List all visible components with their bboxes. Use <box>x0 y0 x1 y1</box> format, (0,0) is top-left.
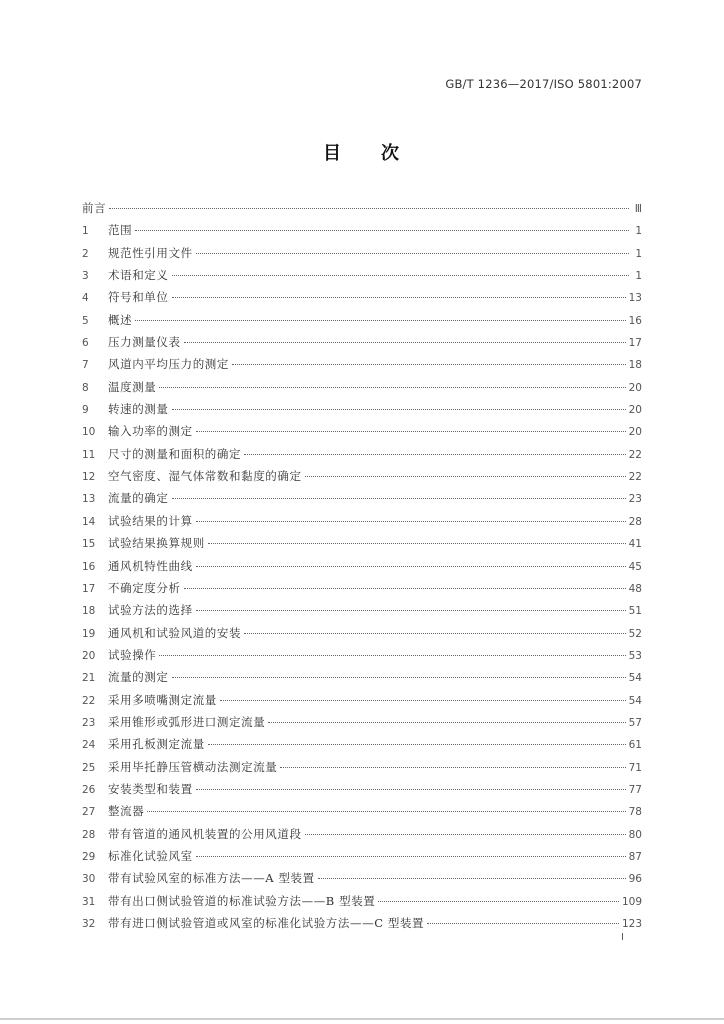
toc-entry-title: 转速的测量 <box>108 402 169 417</box>
toc-entry-number: 4 <box>82 292 89 305</box>
toc-entry-number: 28 <box>82 828 96 841</box>
dot-leader <box>208 744 626 745</box>
toc-entry[interactable] <box>82 376 642 398</box>
toc-entry-title: 试验结果换算规则 <box>108 536 205 551</box>
toc-entry-page: 109 <box>621 895 642 908</box>
toc-entry-title: 流量的测定 <box>108 670 169 685</box>
toc-entry-number: 16 <box>82 560 96 573</box>
toc-entry[interactable] <box>82 867 642 889</box>
toc-entry[interactable] <box>82 733 642 755</box>
toc-entry[interactable] <box>82 398 642 420</box>
toc-entry[interactable] <box>82 845 642 867</box>
toc-entry[interactable] <box>82 689 642 711</box>
toc-entry-page: 28 <box>628 515 642 528</box>
toc-entry-title: 温度测量 <box>108 379 157 394</box>
toc-entry-number: 23 <box>82 716 96 729</box>
toc-entry-page: 20 <box>628 404 642 417</box>
toc-entry[interactable] <box>82 666 642 688</box>
dot-leader <box>196 566 626 567</box>
toc-entry-page: 57 <box>628 716 642 729</box>
toc-entry-page: 45 <box>628 560 642 573</box>
toc-entry-number: 7 <box>82 359 89 372</box>
toc-entry-number: 30 <box>82 873 96 886</box>
toc-entry[interactable] <box>82 800 642 822</box>
toc-entry-number: 19 <box>82 627 96 640</box>
toc-entry[interactable] <box>82 622 642 644</box>
toc-entry-title: 符号和单位 <box>108 290 169 305</box>
toc-entry-number: 5 <box>82 314 89 327</box>
toc-entry[interactable] <box>82 532 642 554</box>
toc-entry-page: 54 <box>628 694 642 707</box>
toc-entry-title: 安装类型和装置 <box>108 781 193 796</box>
toc-entry-title: 前言 <box>82 201 107 215</box>
toc-entry-number: 32 <box>82 918 96 930</box>
toc-entry-title: 试验结果的计算 <box>108 513 193 528</box>
toc-entry[interactable] <box>82 912 642 934</box>
toc-entry-title: 带有进口侧试验管道或风室的标准化试验方法——C 型装置 <box>108 916 425 930</box>
toc-entry-page: 80 <box>628 828 642 841</box>
toc-entry-number: 27 <box>82 806 96 819</box>
toc-entry[interactable] <box>82 555 642 577</box>
toc-entry-page: Ⅲ <box>634 203 642 215</box>
toc-entry-number: 14 <box>82 515 96 528</box>
dot-leader <box>196 856 626 857</box>
toc-entry-title: 通风机特性曲线 <box>108 558 193 573</box>
toc-entry[interactable] <box>82 778 642 800</box>
dot-leader <box>196 521 626 522</box>
dot-leader <box>135 230 629 231</box>
dot-leader <box>159 655 625 656</box>
toc-entry-page: 16 <box>628 314 642 327</box>
dot-leader <box>232 364 626 365</box>
toc-entry[interactable] <box>82 219 642 241</box>
toc-entry[interactable] <box>82 465 642 487</box>
dot-leader <box>196 610 626 611</box>
toc-entry-title: 试验操作 <box>108 647 157 662</box>
toc-entry-number: 18 <box>82 605 96 618</box>
dot-leader <box>318 878 626 879</box>
toc-entry-page: 1 <box>635 225 642 238</box>
toc-entry-title: 流量的确定 <box>108 491 169 506</box>
dot-leader <box>159 387 625 388</box>
dot-leader <box>268 722 625 723</box>
toc-entry-title: 采用锥形或弧形进口测定流量 <box>108 714 266 729</box>
toc-entry[interactable] <box>82 510 642 532</box>
page-number: I <box>621 932 624 943</box>
toc-entry-number: 20 <box>82 649 96 662</box>
toc-entry-number: 13 <box>82 493 96 506</box>
toc-entry-number: 8 <box>82 381 89 394</box>
toc-entry-title: 输入功率的测定 <box>108 424 193 439</box>
toc-entry-page: 1 <box>635 270 642 283</box>
toc-entry-page: 61 <box>628 739 642 752</box>
toc-entry-number: 1 <box>82 225 89 238</box>
toc-entry-page: 123 <box>621 918 642 930</box>
dot-leader <box>172 409 626 410</box>
toc-entry-page: 22 <box>628 471 642 484</box>
toc-entry-title: 空气密度、湿气体常数和黏度的确定 <box>108 469 302 484</box>
dot-leader <box>196 431 626 432</box>
toc-title <box>0 139 724 165</box>
toc-entry-page: 13 <box>628 292 642 305</box>
toc-entry[interactable] <box>82 644 642 666</box>
toc-entry-page: 71 <box>628 761 642 774</box>
toc-entry[interactable] <box>82 577 642 599</box>
toc-entry[interactable] <box>82 420 642 442</box>
dot-leader <box>196 789 626 790</box>
toc-entry[interactable] <box>82 197 642 219</box>
toc-entry-title: 带有出口侧试验管道的标准试验方法——B 型装置 <box>108 893 376 908</box>
toc-entry-page: 48 <box>628 582 642 595</box>
toc-entry-number: 12 <box>82 471 96 484</box>
toc-entry-page: 20 <box>628 381 642 394</box>
toc-title-part2: 次 <box>381 143 401 164</box>
toc-entry-number: 15 <box>82 538 96 551</box>
toc-entry-page: 51 <box>628 605 642 618</box>
toc-entry[interactable] <box>82 756 642 778</box>
toc-entry-page: 54 <box>628 672 642 685</box>
dot-leader <box>172 275 630 276</box>
dot-leader <box>208 543 626 544</box>
toc-entry-title: 带有试验风室的标准方法——A 型装置 <box>108 871 315 886</box>
toc-entry-page: 18 <box>628 359 642 372</box>
toc-entry-title: 通风机和试验风道的安装 <box>108 625 242 640</box>
toc-entry-number: 10 <box>82 426 96 439</box>
toc-entry-page: 96 <box>628 873 642 886</box>
dot-leader <box>147 811 625 812</box>
toc-entry-number: 17 <box>82 582 96 595</box>
toc-entry-title: 采用毕托静压管横动法测定流量 <box>108 759 278 774</box>
dot-leader <box>280 767 625 768</box>
footer-divider <box>0 1018 724 1020</box>
toc-entry-page: 1 <box>635 247 642 260</box>
dot-leader <box>244 454 626 455</box>
toc-entry-number: 2 <box>82 247 89 260</box>
dot-leader <box>172 297 626 298</box>
toc-entry-page: 41 <box>628 538 642 551</box>
toc-entry-page: 87 <box>628 850 642 863</box>
toc-entry-page: 77 <box>628 783 642 796</box>
toc-entry-title: 整流器 <box>108 804 145 819</box>
toc-entry[interactable] <box>82 242 642 264</box>
toc-entry-title: 规范性引用文件 <box>108 245 193 260</box>
toc-entry-title: 尺寸的测量和面积的确定 <box>108 446 242 461</box>
toc-entry-page: 78 <box>628 806 642 819</box>
toc-entry-number: 29 <box>82 850 96 863</box>
toc-entry-page: 23 <box>628 493 642 506</box>
dot-leader <box>220 700 626 701</box>
toc-entry[interactable] <box>82 599 642 621</box>
toc-entry-page: 17 <box>628 337 642 350</box>
toc-entry-number: 6 <box>82 337 89 350</box>
toc-entry-page: 52 <box>628 627 642 640</box>
toc-entry-number: 3 <box>82 270 89 283</box>
toc-entry-number: 21 <box>82 672 96 685</box>
dot-leader <box>184 588 626 589</box>
toc-title-part1: 目 <box>323 143 343 164</box>
dot-leader <box>196 253 629 254</box>
dot-leader <box>135 320 625 321</box>
toc-entry[interactable] <box>82 487 642 509</box>
toc-entry-title: 试验方法的选择 <box>108 603 193 618</box>
table-of-contents <box>82 197 642 934</box>
toc-entry-number: 9 <box>82 404 89 417</box>
toc-entry-title: 带有管道的通风机装置的公用风道段 <box>108 826 302 841</box>
toc-entry-title: 范围 <box>108 223 133 238</box>
toc-entry-title: 采用多喷嘴测定流量 <box>108 692 217 707</box>
dot-leader <box>305 476 626 477</box>
toc-entry-page: 20 <box>628 426 642 439</box>
toc-entry[interactable] <box>82 890 642 912</box>
toc-entry-title: 概述 <box>108 312 133 327</box>
toc-entry[interactable] <box>82 823 642 845</box>
toc-entry-number: 22 <box>82 694 96 707</box>
dot-leader <box>109 208 629 209</box>
toc-entry[interactable] <box>82 286 642 308</box>
toc-entry-page: 22 <box>628 448 642 461</box>
standard-code: GB/T 1236—2017/ISO 5801:2007 <box>445 77 642 91</box>
toc-entry[interactable] <box>82 331 642 353</box>
toc-entry-title: 术语和定义 <box>108 268 169 283</box>
dot-leader <box>172 498 626 499</box>
dot-leader <box>244 633 626 634</box>
toc-entry[interactable] <box>82 443 642 465</box>
toc-entry-title: 采用孔板测定流量 <box>108 737 205 752</box>
toc-entry-number: 31 <box>82 895 96 908</box>
toc-entry-number: 24 <box>82 739 96 752</box>
dot-leader <box>427 923 619 924</box>
toc-entry-number: 26 <box>82 783 96 796</box>
toc-entry-number: 25 <box>82 761 96 774</box>
toc-entry[interactable] <box>82 264 642 286</box>
toc-entry-page: 53 <box>628 649 642 662</box>
toc-entry-title: 风道内平均压力的测定 <box>108 357 229 372</box>
dot-leader <box>378 901 619 902</box>
toc-entry-title: 不确定度分析 <box>108 580 181 595</box>
toc-entry[interactable] <box>82 353 642 375</box>
dot-leader <box>172 677 626 678</box>
toc-entry-title: 标准化试验风室 <box>108 848 193 863</box>
dot-leader <box>184 342 626 343</box>
toc-entry-number: 11 <box>82 448 96 461</box>
dot-leader <box>305 834 626 835</box>
toc-entry[interactable] <box>82 711 642 733</box>
toc-entry-title: 压力测量仪表 <box>108 335 181 350</box>
toc-entry[interactable] <box>82 309 642 331</box>
